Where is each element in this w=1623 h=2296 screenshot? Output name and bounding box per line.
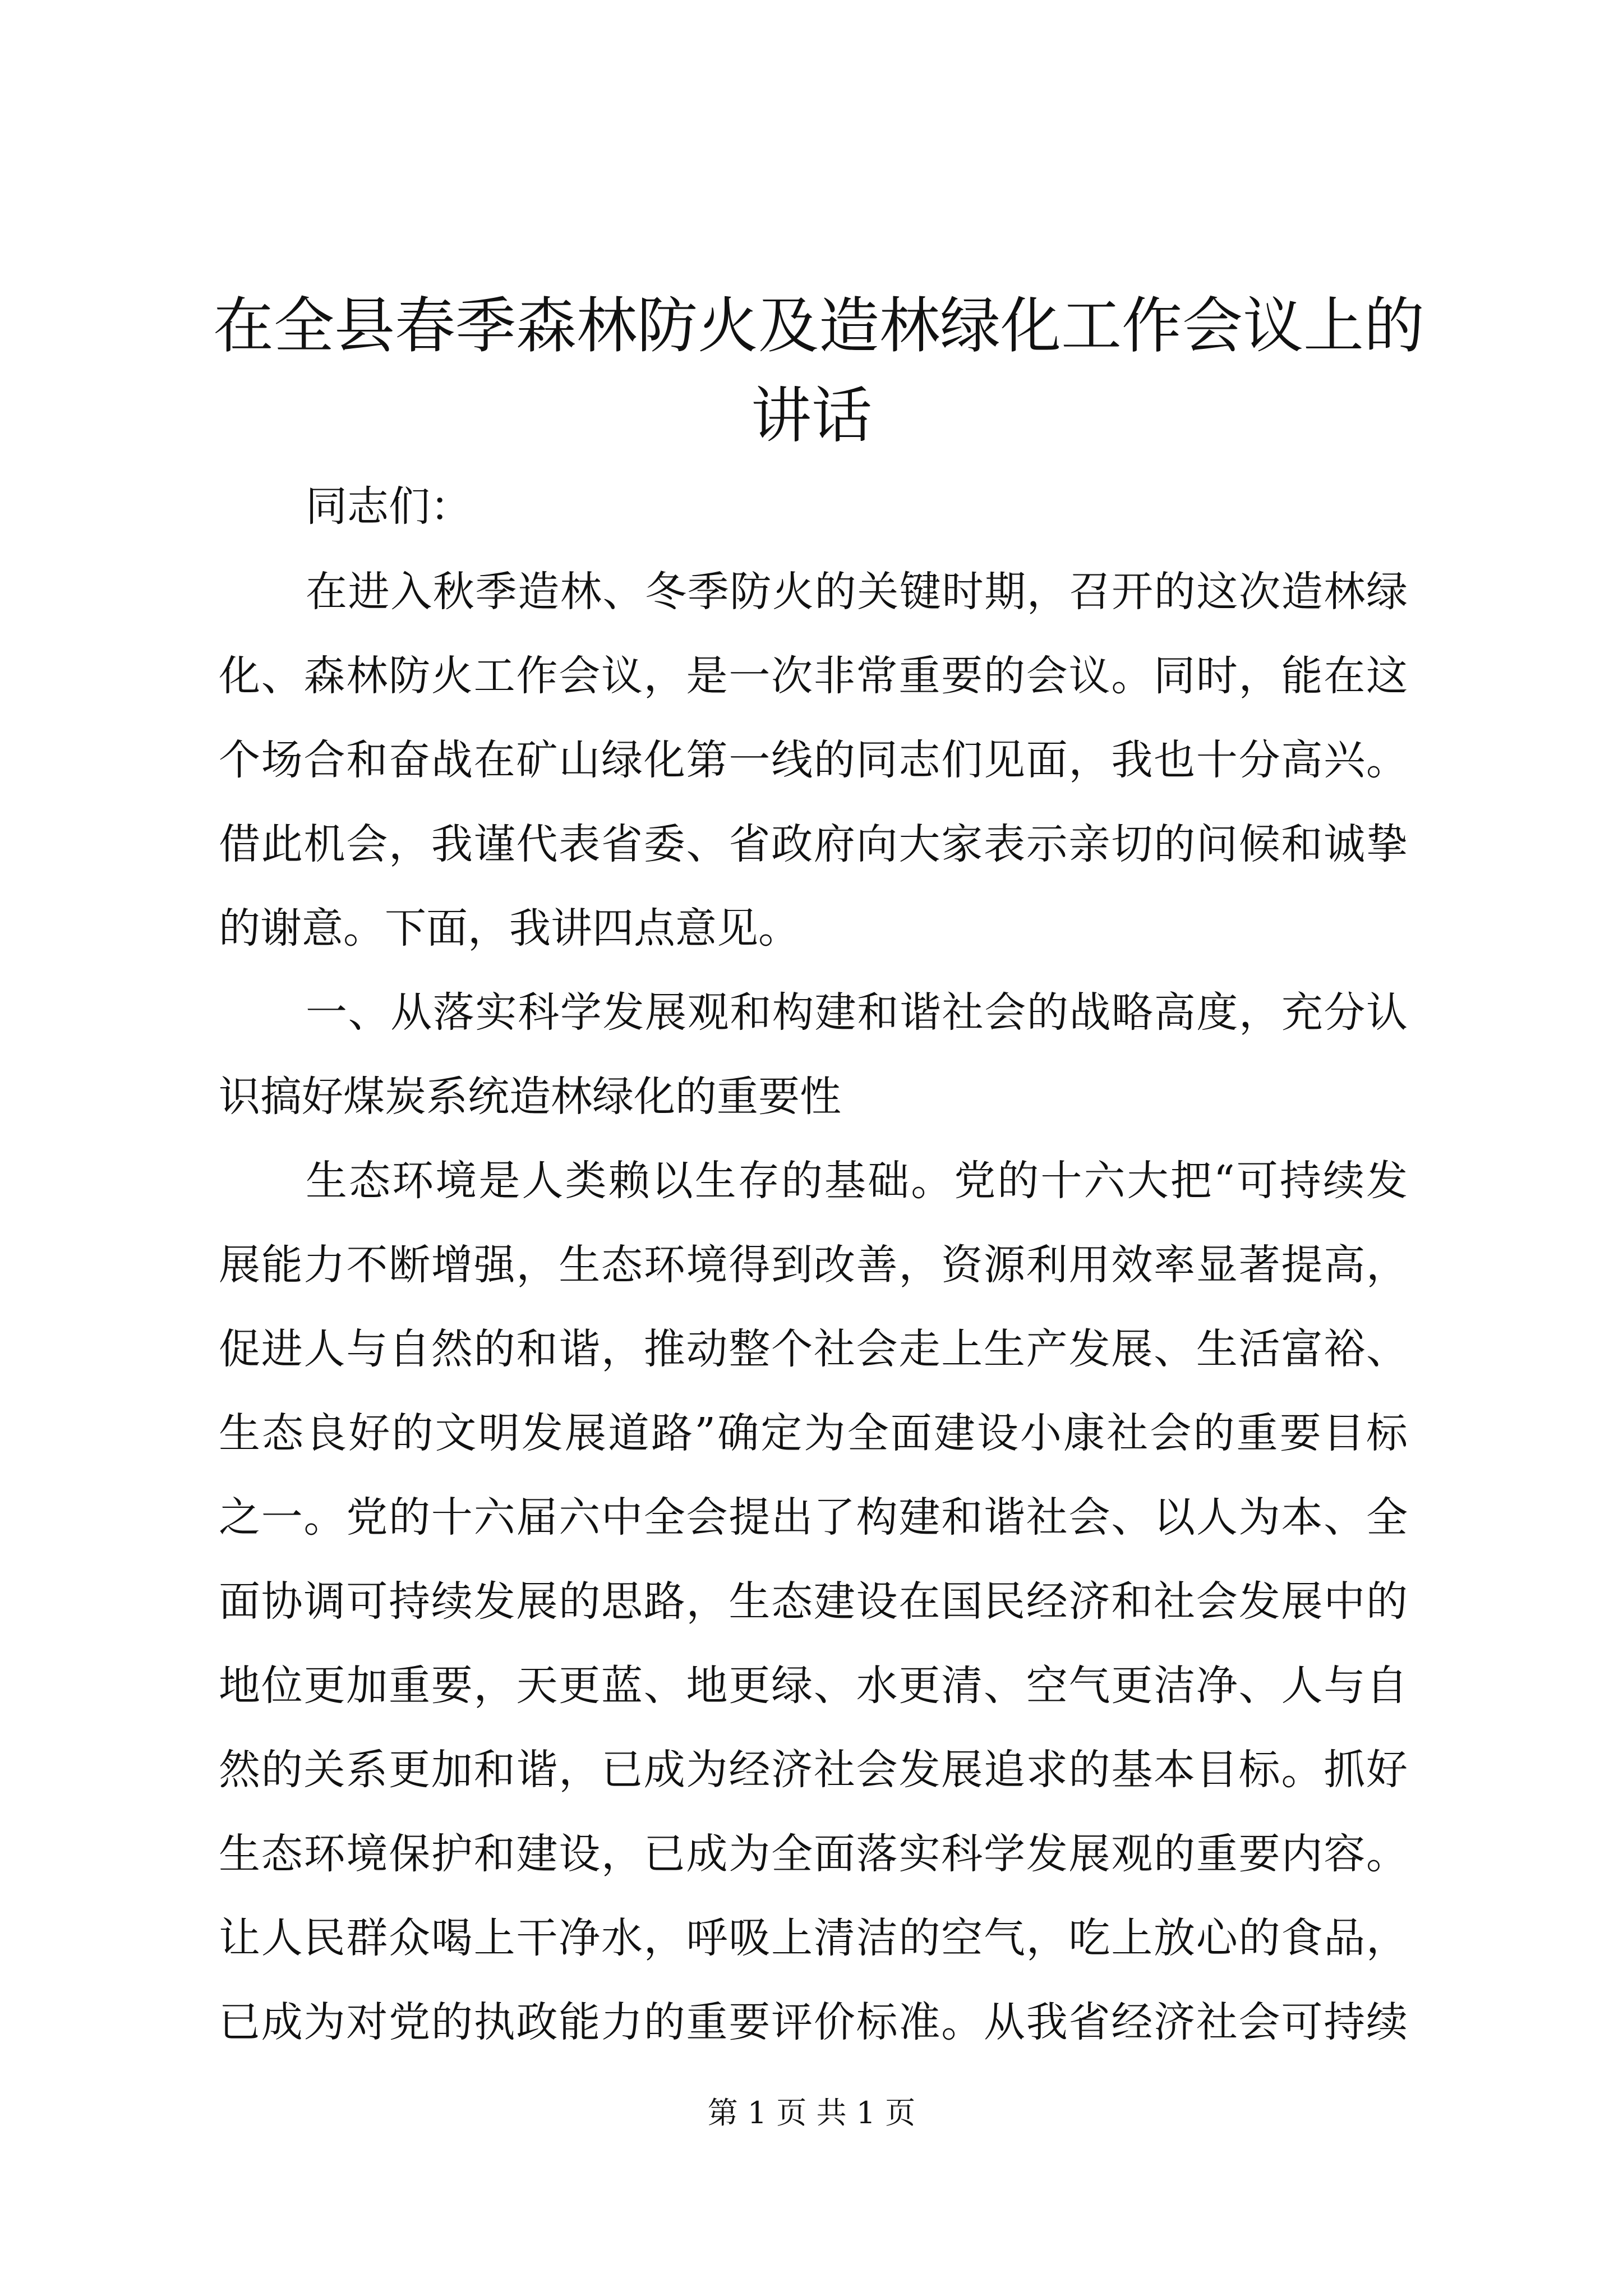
- paragraph-line: 展能力不断增强，生态环境得到改善，资源利用效率显著提高，: [219, 1241, 1408, 1289]
- paragraph-line: 面协调可持续发展的思路，生态建设在国民经济和社会发展中的: [219, 1577, 1408, 1626]
- paragraph-line: 的谢意。下面，我讲四点意见。: [219, 904, 800, 953]
- paragraph-line: 然的关系更加和谐，已成为经济社会发展追求的基本目标。抓好: [219, 1746, 1408, 1794]
- paragraph-line: 促进人与自然的和谐，推动整个社会走上生产发展、生活富裕、: [219, 1325, 1408, 1373]
- paragraph-line: 借此机会，我谨代表省委、省政府向大家表示亲切的问候和诚挚: [219, 820, 1408, 868]
- paragraph-line: 让人民群众喝上干净水，呼吸上清洁的空气，吃上放心的食品，: [219, 1914, 1408, 1962]
- salutation: 同志们：: [306, 482, 472, 531]
- paragraph-line: 生态环境是人类赖以生存的基础。党的十六大把“可持续发: [306, 1157, 1408, 1205]
- paragraph-line: 化、森林防火工作会议，是一次非常重要的会议。同时，能在这: [219, 652, 1408, 700]
- section-heading-line: 识搞好煤炭系统造林绿化的重要性: [219, 1073, 841, 1121]
- paragraph-line: 在进入秋季造林、冬季防火的关键时期，召开的这次造林绿: [306, 568, 1408, 616]
- document-title-line-1: 在全县春季森林防火及造林绿化工作会议上的: [213, 291, 1425, 361]
- paragraph-line: 已成为对党的执政能力的重要评价标准。从我省经济社会可持续: [219, 1998, 1408, 2046]
- paragraph-line: 个场合和奋战在矿山绿化第一线的同志们见面，我也十分高兴。: [219, 736, 1408, 784]
- paragraph-line: 生态良好的文明发展道路”确定为全面建设小康社会的重要目标: [219, 1409, 1408, 1457]
- section-heading-line: 一、从落实科学发展观和构建和谐社会的战略高度，充分认: [306, 988, 1408, 1037]
- paragraph-line: 之一。党的十六届六中全会提出了构建和谐社会、以人为本、全: [219, 1493, 1408, 1542]
- page-footer: 第 1 页 共 1 页: [707, 2095, 916, 2131]
- paragraph-line: 地位更加重要，天更蓝、地更绿、水更清、空气更洁净、人与自: [219, 1662, 1408, 1710]
- document-title-line-2: 讲话: [750, 381, 872, 451]
- paragraph-line: 生态环境保护和建设，已成为全面落实科学发展观的重要内容。: [219, 1830, 1408, 1878]
